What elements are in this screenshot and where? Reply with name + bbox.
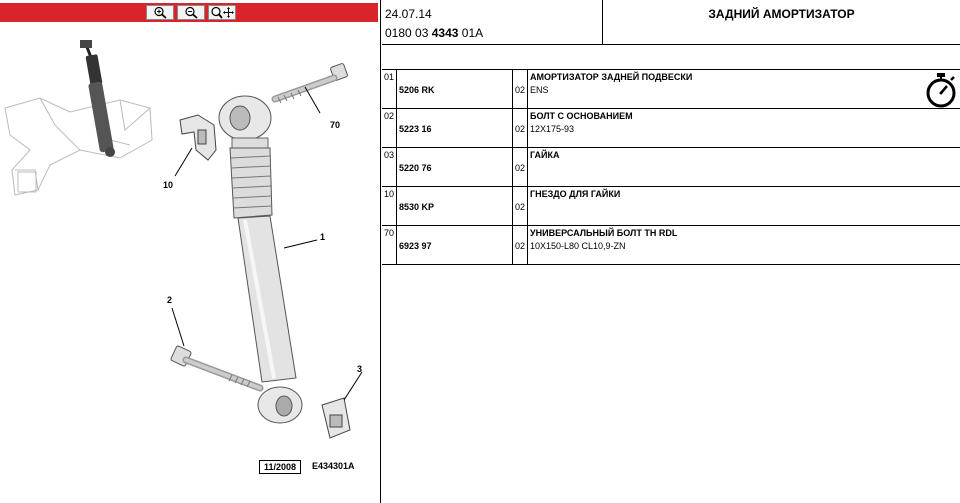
- part-spec: 10X150-L80 CL10,9-ZN: [530, 241, 626, 251]
- header-date: 24.07.14: [385, 7, 432, 21]
- table-row[interactable]: [382, 187, 960, 226]
- callout-70: 70: [330, 120, 341, 130]
- part-quantity: 02: [515, 202, 526, 212]
- part-spec: ENS: [530, 85, 549, 95]
- diagram-reference: E434301A: [312, 461, 355, 471]
- header-code: [385, 26, 483, 40]
- stopwatch-icon[interactable]: [924, 72, 958, 108]
- part-name: АМОРТИЗАТОР ЗАДНЕЙ ПОДВЕСКИ: [530, 72, 693, 82]
- callout-1: 1: [320, 232, 326, 242]
- diagram-panel: [0, 0, 381, 503]
- callout-3: 3: [357, 364, 363, 374]
- parts-header: [382, 0, 960, 45]
- header-info: [382, 0, 603, 44]
- item-number: 01: [384, 72, 395, 82]
- page-title: ЗАДНИЙ АМОРТИЗАТОР: [708, 7, 855, 21]
- table-row[interactable]: [382, 70, 960, 109]
- part-quantity: 02: [515, 124, 526, 134]
- callout-2: 2: [167, 295, 173, 305]
- part-quantity: 02: [515, 85, 526, 95]
- context-shock-absorber: [80, 40, 115, 157]
- part-spec: 12X175-93: [530, 124, 575, 134]
- pan-zoom-button[interactable]: [208, 5, 236, 20]
- part-name: УНИВЕРСАЛЬНЫЙ БОЛТ TH RDL: [530, 228, 678, 238]
- zoom-in-icon: [153, 6, 167, 19]
- zoom-out-button[interactable]: [177, 5, 205, 20]
- table-row[interactable]: [382, 109, 960, 148]
- code-bold: 4343: [431, 26, 459, 40]
- exploded-parts-diagram: [0, 24, 380, 454]
- part-name: ГНЕЗДО ДЛЯ ГАЙКИ: [530, 189, 621, 199]
- suspension-context-sketch: [5, 98, 152, 195]
- diagram-toolbar: [0, 3, 378, 22]
- part-reference[interactable]: 5220 76: [399, 163, 432, 173]
- nut-3: [322, 398, 350, 438]
- nut-seat-10: [180, 115, 216, 160]
- table-row[interactable]: [382, 148, 960, 187]
- part-reference[interactable]: 5223 16: [399, 124, 432, 134]
- parts-table: [382, 69, 960, 265]
- code-prefix: 0180 03: [385, 26, 429, 40]
- item-number: 70: [384, 228, 395, 238]
- parts-panel: [382, 0, 960, 503]
- pan-zoom-icon: [210, 6, 234, 19]
- part-quantity: 02: [515, 241, 526, 251]
- part-reference[interactable]: 5206 RK: [399, 85, 435, 95]
- item-number: 02: [384, 111, 395, 121]
- diagram-date: 11/2008: [259, 460, 301, 474]
- item-number: 03: [384, 150, 395, 160]
- table-row[interactable]: [382, 226, 960, 265]
- item-number: 10: [384, 189, 395, 199]
- part-reference[interactable]: 6923 97: [399, 241, 432, 251]
- part-name: БОЛТ С ОСНОВАНИЕМ: [530, 111, 633, 121]
- code-suffix: 01A: [461, 26, 484, 40]
- callout-10: 10: [163, 180, 174, 190]
- part-quantity: 02: [515, 163, 526, 173]
- part-reference[interactable]: 8530 KP: [399, 202, 435, 212]
- bolt-70: [275, 63, 348, 103]
- zoom-out-icon: [184, 6, 198, 19]
- zoom-in-button[interactable]: [146, 5, 174, 20]
- part-name: ГАЙКА: [530, 150, 560, 160]
- bolt-2: [170, 345, 260, 388]
